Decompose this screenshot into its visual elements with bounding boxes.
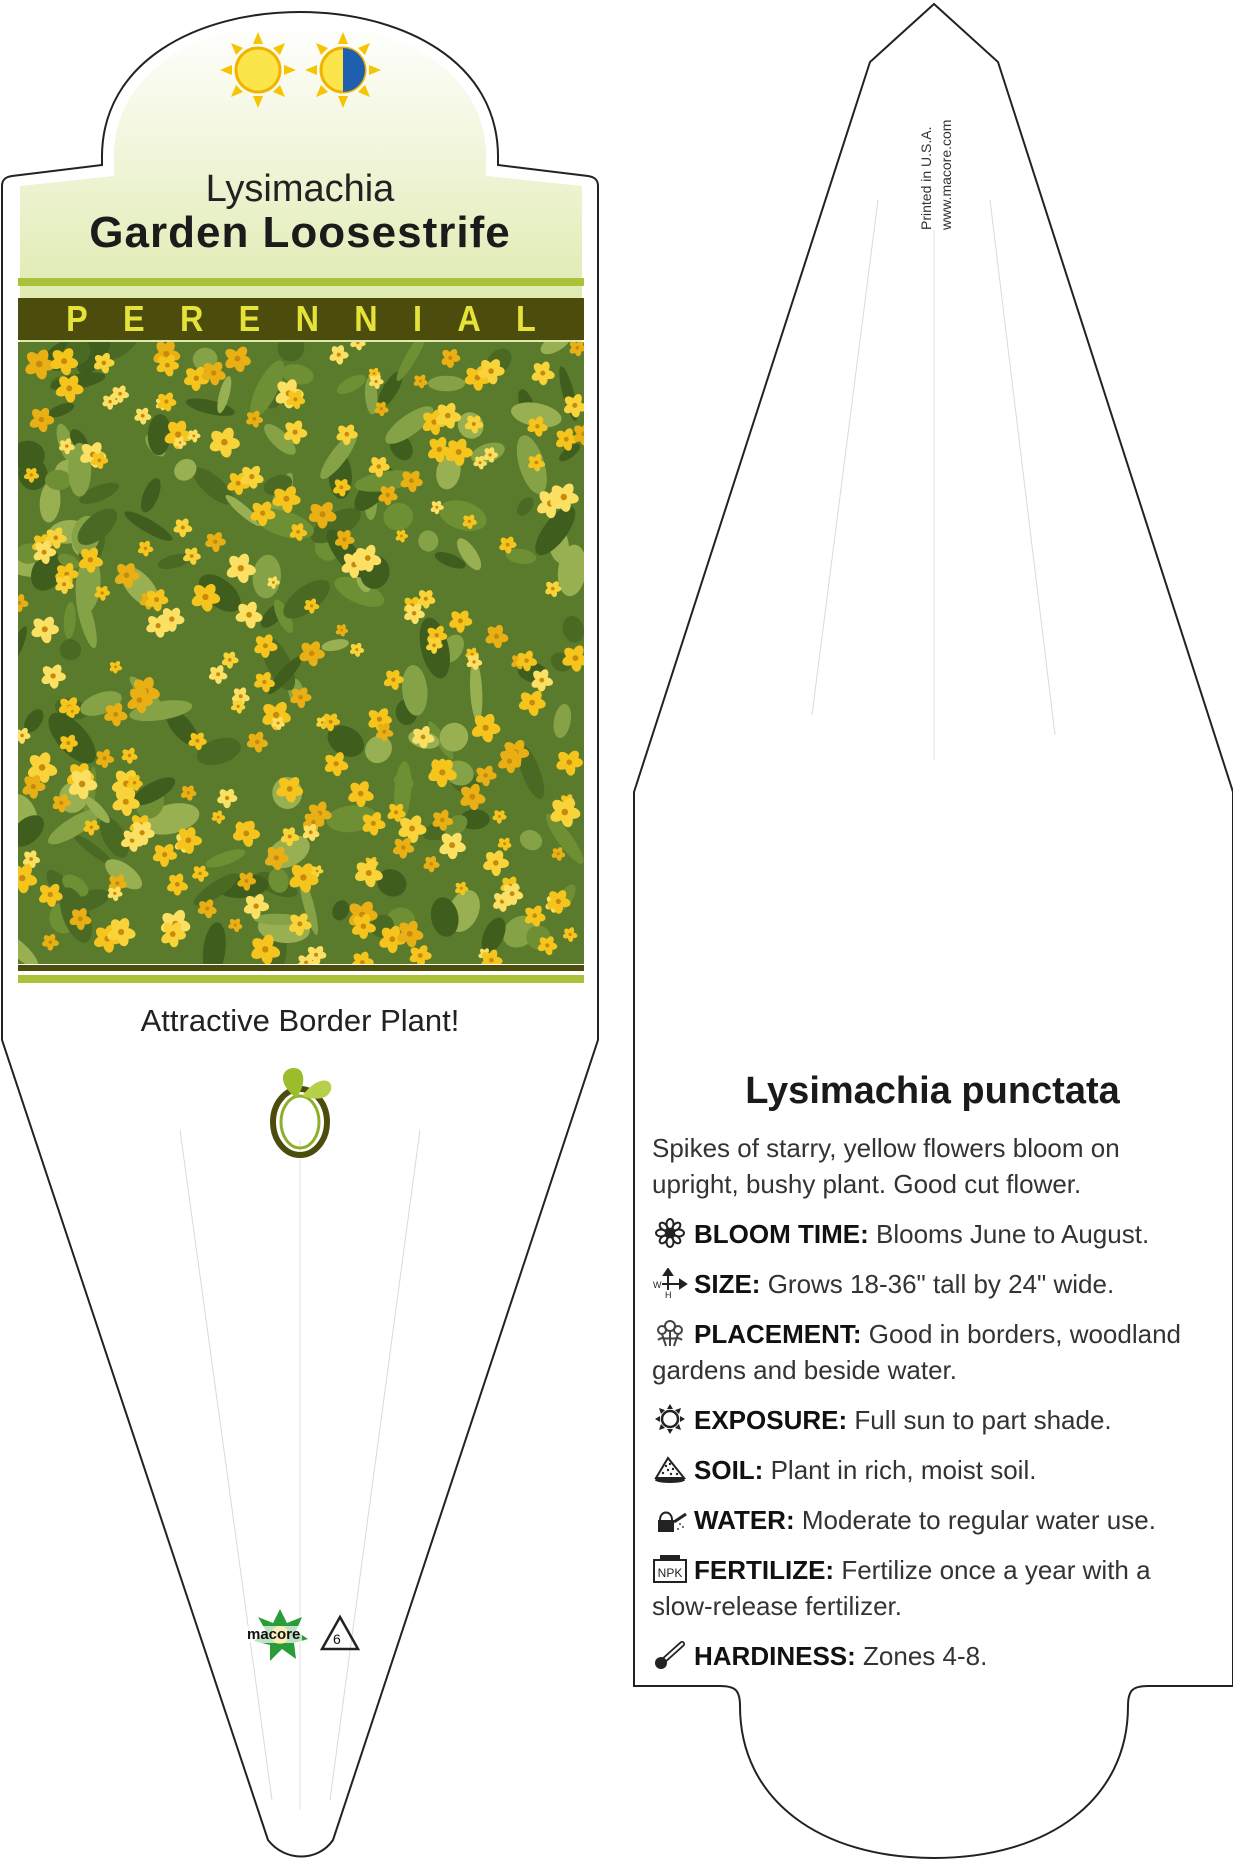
flower-icon xyxy=(652,1218,688,1248)
attr-label: EXPOSURE: xyxy=(694,1405,848,1435)
description: Spikes of starry, yellow flowers bloom on upright, bushy plant. Good cut flower. xyxy=(652,1133,1120,1199)
category-letter: E xyxy=(238,298,261,339)
attribute-water xyxy=(652,1502,1212,1538)
attr-label: FERTILIZE: xyxy=(694,1555,835,1585)
attribute-soil xyxy=(652,1452,1212,1488)
attr-label: SIZE: xyxy=(694,1269,761,1299)
category-letter: I xyxy=(413,298,423,339)
attr-value: Full sun to part shade. xyxy=(854,1405,1112,1435)
soil-icon xyxy=(652,1454,688,1484)
size-icon xyxy=(652,1268,688,1298)
size-icon-h: H xyxy=(665,1290,672,1298)
sun-outline-icon xyxy=(652,1404,688,1434)
category-letter: N xyxy=(354,298,378,339)
species-name: Lysimachia punctata xyxy=(745,1070,1120,1112)
attr-label: SOIL: xyxy=(694,1455,764,1485)
attr-value: Grows 18-36" tall by 24" wide. xyxy=(767,1269,1115,1299)
brand-name: macore xyxy=(247,1626,301,1643)
attr-value: Fertilize once a year with a slow-release fertilizer. xyxy=(652,1555,1151,1621)
plant-photo xyxy=(18,342,584,964)
part-shade-icon xyxy=(305,32,381,108)
attr-label: HARDINESS: xyxy=(694,1641,856,1671)
full-sun-icon xyxy=(220,32,296,108)
attr-value: Moderate to regular water use. xyxy=(801,1505,1156,1535)
tagline: Attractive Border Plant! xyxy=(140,1003,460,1038)
attribute-exposure xyxy=(652,1402,1212,1438)
category-letter: A xyxy=(457,298,481,339)
attribute-bloom xyxy=(652,1216,1212,1252)
placement-icon xyxy=(652,1318,688,1348)
genus-name: Lysimachia xyxy=(205,168,395,210)
category-letter: R xyxy=(179,298,204,339)
printed-info xyxy=(878,95,998,235)
attr-value: Zones 4-8. xyxy=(863,1641,988,1671)
attr-label: WATER: xyxy=(694,1505,795,1535)
category-letter: E xyxy=(123,298,145,339)
watering-can-icon xyxy=(652,1504,688,1534)
recycle-code: 6 xyxy=(333,1631,341,1647)
thermometer-icon xyxy=(652,1640,688,1670)
npk-label: NPK xyxy=(657,1566,683,1580)
attr-value: Good in borders, woodland gardens and beside water. xyxy=(652,1319,1181,1385)
attr-value: Plant in rich, moist soil. xyxy=(770,1455,1037,1485)
category-letter: L xyxy=(516,298,536,339)
common-name: Garden Loosestrife xyxy=(89,208,511,257)
attribute-fertilize xyxy=(652,1552,1212,1624)
printed-in: Printed in U.S.A. xyxy=(918,126,934,230)
website: www.macore.com xyxy=(938,119,954,230)
attribute-placement xyxy=(652,1316,1212,1388)
category-letter: P xyxy=(66,298,88,339)
category-label xyxy=(46,298,555,340)
attribute-hardiness xyxy=(652,1638,1212,1674)
attr-label: PLACEMENT: xyxy=(694,1319,862,1349)
attr-label: BLOOM TIME: xyxy=(694,1219,869,1249)
attribute-size xyxy=(652,1266,1212,1302)
category-letter: N xyxy=(295,298,319,339)
care-info xyxy=(652,1130,1212,1688)
attr-value: Blooms June to August. xyxy=(876,1219,1150,1249)
leaf xyxy=(428,376,465,392)
npk-icon xyxy=(652,1554,688,1584)
size-icon-w: W xyxy=(653,1280,662,1290)
